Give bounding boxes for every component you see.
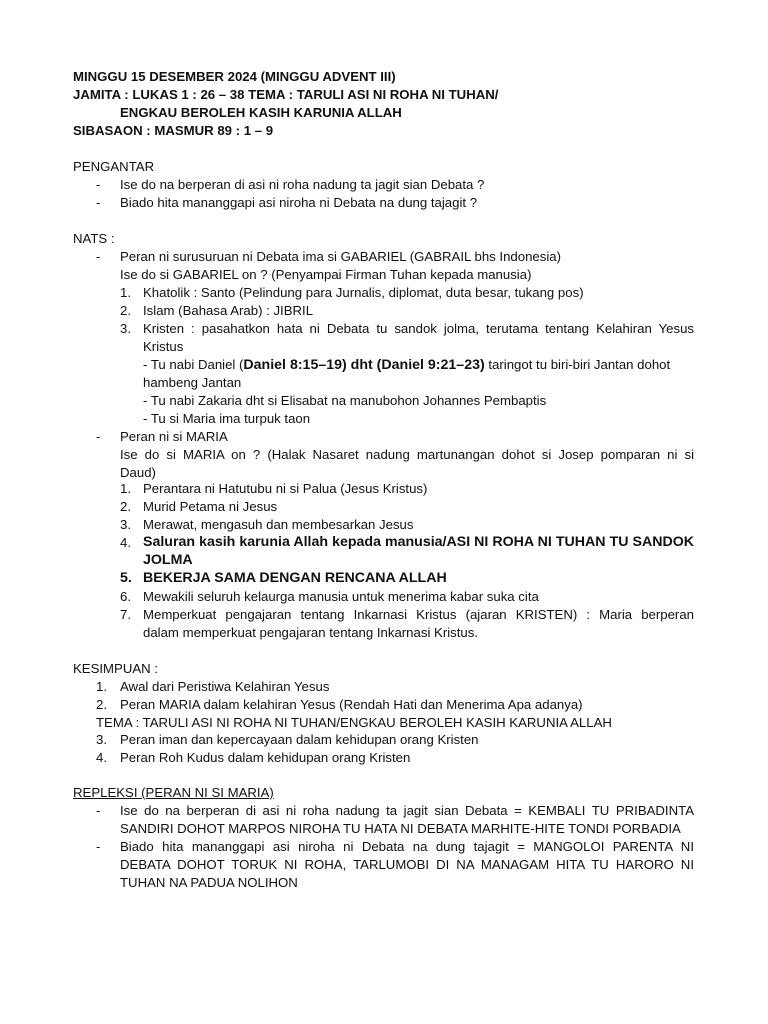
list-number: 7. bbox=[120, 607, 131, 622]
list-number: 1. bbox=[120, 481, 131, 496]
list-number: 2. bbox=[120, 303, 131, 318]
daniel-line-continuation: hambeng Jantan bbox=[143, 375, 242, 390]
header-date-line: MINGGU 15 DESEMBER 2024 (MINGGU ADVENT III) bbox=[73, 69, 396, 84]
kesimpulan-item: Peran MARIA dalam kelahiran Yesus (Rendah Hati dan Menerima Apa adanya) bbox=[120, 697, 583, 712]
gabariel-role-line: Peran ni surusuruan ni Debata ima si GABARIEL (GABRAIL bhs Indonesia) bbox=[120, 249, 562, 264]
daniel-line bbox=[143, 356, 670, 374]
gabariel-item: Khatolik : Santo (Pelindung para Jurnalis, diplomat, duta besar, tukang pos) bbox=[143, 285, 584, 300]
repleksi-item-continuation: DEBATA DOHOT TORUK NI ROHA, TARLUMOBI DI NA MANAGAM HITA TU HARORO NI bbox=[120, 857, 694, 872]
repleksi-heading: REPLEKSI (PERAN NI SI MARIA) bbox=[73, 785, 274, 800]
maria-item-bold-continuation: JOLMA bbox=[143, 552, 193, 568]
list-number: 1. bbox=[120, 285, 131, 300]
list-number: 3. bbox=[120, 517, 131, 532]
repleksi-item: Biado hita mananggapi asi niroha ni Debata na dung tajagit = MANGOLOI PARENTA NI bbox=[120, 839, 694, 854]
pengantar-item: Ise do na berperan di asi ni roha nadung ta jagit sian Debata ? bbox=[120, 177, 485, 192]
kesimpulan-heading: KESIMPUAN : bbox=[73, 661, 159, 676]
list-number: 4. bbox=[120, 535, 131, 550]
kesimpulan-theme-line: TEMA : TARULI ASI NI ROHA NI TUHAN/ENGKAU BEROLEH KASIH KARUNIA ALLAH bbox=[96, 715, 612, 730]
maria-item: Perantara ni Hatutubu ni si Palua (Jesus Kristus) bbox=[143, 481, 428, 496]
maria-item: Mewakili seluruh kelaurga manusia untuk menerima kabar suka cita bbox=[143, 589, 539, 604]
gabariel-item: Kristen : pasahatkon hata ni Debata tu sandok jolma, terutama tentang Kelahiran Yesus bbox=[143, 321, 694, 336]
list-number: 3. bbox=[96, 732, 107, 747]
maria-line: - Tu si Maria ima turpuk taon bbox=[143, 411, 311, 426]
repleksi-item-continuation: SANDIRI DOHOT MARPOS NIROHA TU HATA NI DEBATA MARHITE-HITE TONDI PORBADIA bbox=[120, 821, 681, 836]
maria-item-bold: Saluran kasih karunia Allah kepada manusia/ASI NI ROHA NI TUHAN TU SANDOK bbox=[143, 534, 694, 550]
pengantar-item: Biado hita mananggapi asi niroha ni Debata na dung tajagit ? bbox=[120, 195, 478, 210]
gabariel-item: Islam (Bahasa Arab) : JIBRIL bbox=[143, 303, 314, 318]
maria-item: Memperkuat pengajaran tentang Inkarnasi Kristus (ajaran KRISTEN) : Maria berperan bbox=[143, 607, 694, 622]
maria-question-continuation: Daud) bbox=[120, 465, 156, 480]
list-number: 5. bbox=[120, 570, 132, 586]
kesimpulan-item: Peran Roh Kudus dalam kehidupan orang Kristen bbox=[120, 750, 411, 765]
pengantar-heading: PENGANTAR bbox=[73, 159, 155, 174]
maria-question-line: Ise do si MARIA on ? (Halak Nasaret nadung martunangan dohot si Josep pomparan ni si bbox=[120, 447, 694, 462]
gabariel-item-continuation: Kristus bbox=[143, 339, 184, 354]
list-number: 2. bbox=[96, 697, 107, 712]
daniel-bible-reference: Daniel 8:15–19) dht (Daniel 9:21–23) bbox=[243, 357, 485, 373]
list-number: 4. bbox=[96, 750, 107, 765]
dash-marker: - bbox=[96, 195, 101, 210]
gabariel-question-line: Ise do si GABARIEL on ? (Penyampai Firman Tuhan kepada manusia) bbox=[120, 267, 532, 282]
kesimpulan-item: Awal dari Peristiwa Kelahiran Yesus bbox=[120, 679, 330, 694]
maria-role-line: Peran ni si MARIA bbox=[120, 429, 228, 444]
maria-item-bold: BEKERJA SAMA DENGAN RENCANA ALLAH bbox=[143, 570, 447, 586]
kesimpulan-item: Peran iman dan kepercayaan dalam kehidupan orang Kristen bbox=[120, 732, 479, 747]
maria-item: Merawat, mengasuh dan membesarkan Jesus bbox=[143, 517, 414, 532]
maria-item-continuation: dalam memperkuat pengajaran tentang Inkarnasi Kristus. bbox=[143, 625, 478, 640]
repleksi-item: Ise do na berperan di asi ni roha nadung ta jagit sian Debata = KEMBALI TU PRIBADINTA bbox=[120, 803, 694, 818]
nats-heading: NATS : bbox=[73, 231, 115, 246]
maria-item: Murid Petama ni Jesus bbox=[143, 499, 278, 514]
daniel-prefix: - Tu nabi Daniel ( bbox=[143, 357, 244, 372]
dash-marker: - bbox=[96, 249, 101, 264]
dash-marker: - bbox=[96, 839, 101, 854]
zakaria-line: - Tu nabi Zakaria dht si Elisabat na manubohon Johannes Pembaptis bbox=[143, 393, 547, 408]
header-theme-continuation: ENGKAU BEROLEH KASIH KARUNIA ALLAH bbox=[120, 105, 402, 120]
daniel-suffix: taringot tu biri-biri Jantan dohot bbox=[484, 357, 671, 372]
dash-marker: - bbox=[96, 803, 101, 818]
list-number: 2. bbox=[120, 499, 131, 514]
header-sibasaon-line: SIBASAON : MASMUR 89 : 1 – 9 bbox=[73, 123, 274, 138]
list-number: 6. bbox=[120, 589, 131, 604]
repleksi-item-continuation: TUHAN NA PADUA NOLIHON bbox=[120, 875, 298, 890]
dash-marker: - bbox=[96, 429, 101, 444]
header-jamita-line: JAMITA : LUKAS 1 : 26 – 38 TEMA : TARULI ASI NI ROHA NI TUHAN/ bbox=[73, 87, 499, 102]
list-number: 3. bbox=[120, 321, 131, 336]
list-number: 1. bbox=[96, 679, 107, 694]
dash-marker: - bbox=[96, 177, 101, 192]
